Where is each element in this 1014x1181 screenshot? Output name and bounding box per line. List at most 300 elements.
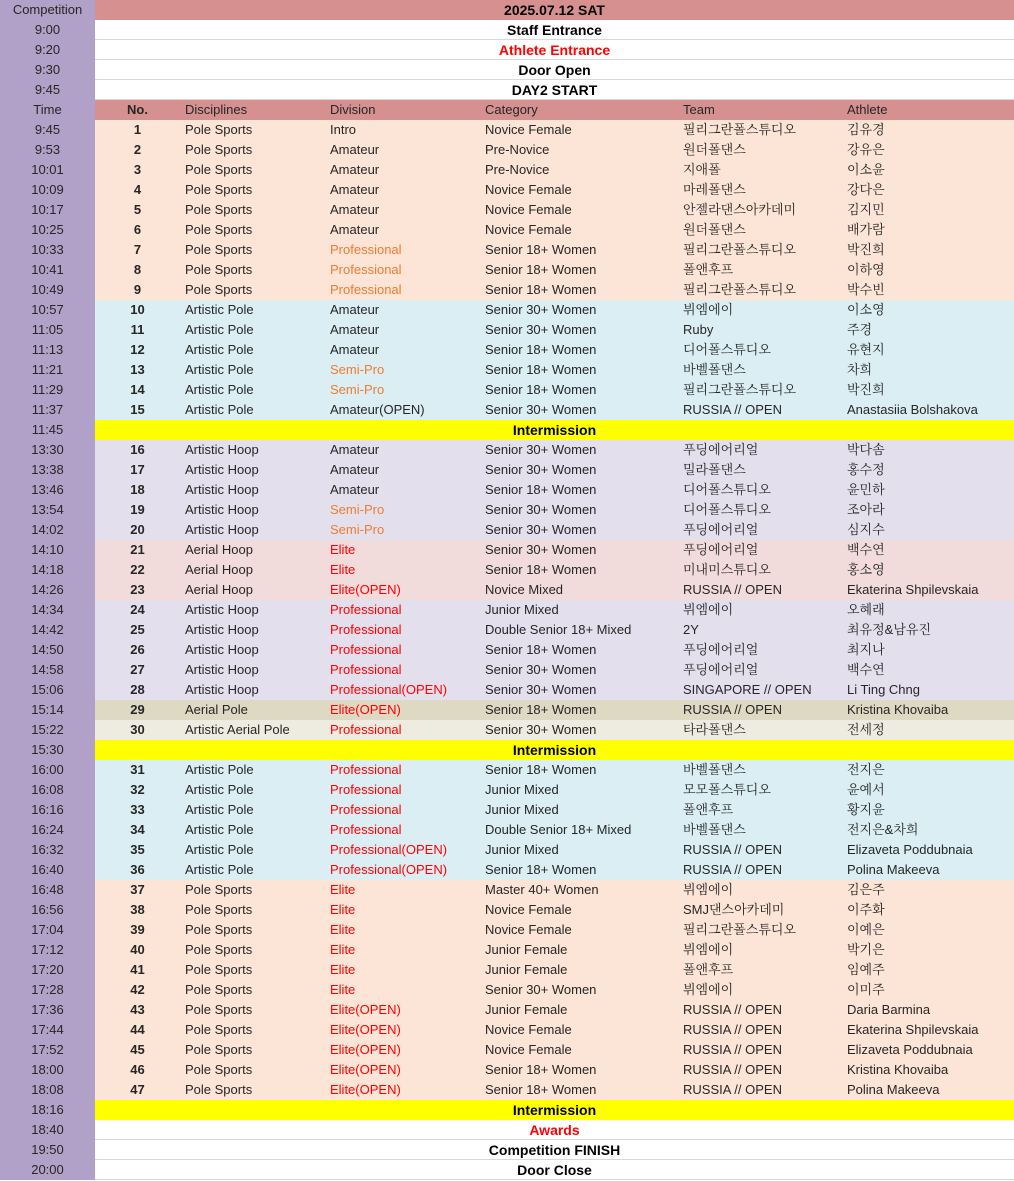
- cell-team[interactable]: 뷔엠에이: [678, 980, 842, 1000]
- cell-no[interactable]: 25: [95, 620, 180, 640]
- cell-athlete[interactable]: 윤예서: [842, 780, 1014, 800]
- cell-team[interactable]: RUSSIA // OPEN: [678, 1060, 842, 1080]
- cell-no[interactable]: 37: [95, 880, 180, 900]
- cell-event-label[interactable]: Door Open: [95, 60, 1014, 80]
- cell-category[interactable]: Senior 30+ Women: [480, 500, 678, 520]
- cell-time[interactable]: 9:45: [0, 80, 95, 100]
- cell-athlete[interactable]: Anastasiia Bolshakova: [842, 400, 1014, 420]
- cell-discipline[interactable]: Pole Sports: [180, 1040, 325, 1060]
- cell-time[interactable]: 16:24: [0, 820, 95, 840]
- cell-category[interactable]: Novice Female: [480, 220, 678, 240]
- cell-team[interactable]: 푸딩에어리얼: [678, 440, 842, 460]
- cell-team[interactable]: 필리그란폴스튜디오: [678, 240, 842, 260]
- cell-category[interactable]: Novice Female: [480, 120, 678, 140]
- cell-no[interactable]: 32: [95, 780, 180, 800]
- cell-category[interactable]: Junior Mixed: [480, 840, 678, 860]
- cell-discipline[interactable]: Pole Sports: [180, 260, 325, 280]
- cell-athlete[interactable]: 박진희: [842, 380, 1014, 400]
- cell-athlete[interactable]: Kristina Khovaiba: [842, 1060, 1014, 1080]
- cell-discipline[interactable]: Pole Sports: [180, 140, 325, 160]
- cell-no[interactable]: 33: [95, 800, 180, 820]
- cell-no[interactable]: 18: [95, 480, 180, 500]
- cell-time[interactable]: 16:00: [0, 760, 95, 780]
- cell-time[interactable]: 18:16: [0, 1100, 95, 1120]
- cell-category[interactable]: Senior 30+ Women: [480, 400, 678, 420]
- cell-division[interactable]: Professional(OPEN): [325, 840, 480, 860]
- cell-team[interactable]: RUSSIA // OPEN: [678, 580, 842, 600]
- cell-time[interactable]: 10:17: [0, 200, 95, 220]
- cell-team[interactable]: 폴앤후프: [678, 960, 842, 980]
- cell-discipline[interactable]: Artistic Pole: [180, 400, 325, 420]
- cell-time[interactable]: 9:30: [0, 60, 95, 80]
- cell-no[interactable]: 44: [95, 1020, 180, 1040]
- cell-time[interactable]: 10:33: [0, 240, 95, 260]
- cell-discipline[interactable]: Artistic Pole: [180, 800, 325, 820]
- cell-discipline[interactable]: Aerial Hoop: [180, 560, 325, 580]
- cell-division[interactable]: Professional: [325, 640, 480, 660]
- cell-team[interactable]: 2Y: [678, 620, 842, 640]
- cell-category[interactable]: Senior 30+ Women: [480, 440, 678, 460]
- cell-athlete[interactable]: Daria Barmina: [842, 1000, 1014, 1020]
- cell-team[interactable]: 원더폴댄스: [678, 140, 842, 160]
- cell-division[interactable]: Professional: [325, 260, 480, 280]
- cell-team[interactable]: 미내미스튜디오: [678, 560, 842, 580]
- cell-time[interactable]: 11:21: [0, 360, 95, 380]
- cell-division[interactable]: Elite: [325, 560, 480, 580]
- cell-discipline[interactable]: Artistic Pole: [180, 300, 325, 320]
- cell-discipline[interactable]: Artistic Hoop: [180, 640, 325, 660]
- cell-no[interactable]: 23: [95, 580, 180, 600]
- cell-team[interactable]: 바벨폴댄스: [678, 820, 842, 840]
- cell-division[interactable]: Semi-Pro: [325, 380, 480, 400]
- cell-discipline[interactable]: Artistic Pole: [180, 860, 325, 880]
- cell-team[interactable]: 모모폴스튜디오: [678, 780, 842, 800]
- cell-team[interactable]: 원더폴댄스: [678, 220, 842, 240]
- header-disciplines[interactable]: Disciplines: [180, 100, 325, 120]
- cell-athlete[interactable]: 황지윤: [842, 800, 1014, 820]
- cell-time[interactable]: 19:50: [0, 1140, 95, 1160]
- cell-athlete[interactable]: 임예주: [842, 960, 1014, 980]
- cell-time[interactable]: 9:00: [0, 20, 95, 40]
- cell-athlete[interactable]: Elizaveta Poddubnaia: [842, 840, 1014, 860]
- cell-category[interactable]: Senior 30+ Women: [480, 540, 678, 560]
- cell-time[interactable]: 17:20: [0, 960, 95, 980]
- cell-no[interactable]: 11: [95, 320, 180, 340]
- cell-division[interactable]: Elite: [325, 980, 480, 1000]
- cell-discipline[interactable]: Pole Sports: [180, 240, 325, 260]
- cell-discipline[interactable]: Artistic Pole: [180, 340, 325, 360]
- cell-team[interactable]: SMJ댄스아카데미: [678, 900, 842, 920]
- cell-division[interactable]: Amateur: [325, 220, 480, 240]
- cell-time[interactable]: 14:58: [0, 660, 95, 680]
- cell-division[interactable]: Amateur: [325, 140, 480, 160]
- cell-athlete[interactable]: 조아라: [842, 500, 1014, 520]
- cell-athlete[interactable]: 유현지: [842, 340, 1014, 360]
- cell-discipline[interactable]: Artistic Pole: [180, 760, 325, 780]
- cell-division[interactable]: Amateur: [325, 480, 480, 500]
- cell-event-label[interactable]: DAY2 START: [95, 80, 1014, 100]
- cell-no[interactable]: 39: [95, 920, 180, 940]
- cell-no[interactable]: 2: [95, 140, 180, 160]
- cell-time[interactable]: 17:12: [0, 940, 95, 960]
- cell-discipline[interactable]: Artistic Hoop: [180, 620, 325, 640]
- cell-discipline[interactable]: Pole Sports: [180, 160, 325, 180]
- cell-event-label[interactable]: Competition FINISH: [95, 1140, 1014, 1160]
- cell-team[interactable]: RUSSIA // OPEN: [678, 1020, 842, 1040]
- cell-athlete[interactable]: 박수빈: [842, 280, 1014, 300]
- cell-time[interactable]: 10:41: [0, 260, 95, 280]
- cell-discipline[interactable]: Aerial Pole: [180, 700, 325, 720]
- cell-team[interactable]: 필리그란폴스튜디오: [678, 920, 842, 940]
- cell-category[interactable]: Novice Female: [480, 1020, 678, 1040]
- cell-time[interactable]: 14:02: [0, 520, 95, 540]
- cell-division[interactable]: Professional: [325, 240, 480, 260]
- cell-discipline[interactable]: Pole Sports: [180, 940, 325, 960]
- cell-division[interactable]: Professional: [325, 280, 480, 300]
- cell-team[interactable]: RUSSIA // OPEN: [678, 840, 842, 860]
- cell-category[interactable]: Senior 30+ Women: [480, 720, 678, 740]
- cell-time[interactable]: 13:54: [0, 500, 95, 520]
- cell-time[interactable]: 17:36: [0, 1000, 95, 1020]
- cell-category[interactable]: Pre-Novice: [480, 160, 678, 180]
- cell-team[interactable]: 안젤라댄스아카데미: [678, 200, 842, 220]
- cell-team[interactable]: 폴앤후프: [678, 260, 842, 280]
- cell-athlete[interactable]: 이주화: [842, 900, 1014, 920]
- cell-no[interactable]: 3: [95, 160, 180, 180]
- cell-category[interactable]: Senior 30+ Women: [480, 520, 678, 540]
- cell-athlete[interactable]: 배가람: [842, 220, 1014, 240]
- cell-category[interactable]: Junior Female: [480, 960, 678, 980]
- cell-division[interactable]: Amateur: [325, 200, 480, 220]
- cell-division[interactable]: Semi-Pro: [325, 360, 480, 380]
- cell-discipline[interactable]: Artistic Pole: [180, 780, 325, 800]
- cell-division[interactable]: Elite: [325, 880, 480, 900]
- cell-time[interactable]: 14:34: [0, 600, 95, 620]
- cell-no[interactable]: 34: [95, 820, 180, 840]
- cell-division[interactable]: Elite(OPEN): [325, 580, 480, 600]
- cell-athlete[interactable]: 박다솜: [842, 440, 1014, 460]
- cell-category[interactable]: Junior Mixed: [480, 800, 678, 820]
- cell-team[interactable]: 푸딩에어리얼: [678, 640, 842, 660]
- cell-team[interactable]: Ruby: [678, 320, 842, 340]
- cell-discipline[interactable]: Aerial Hoop: [180, 580, 325, 600]
- cell-team[interactable]: RUSSIA // OPEN: [678, 1040, 842, 1060]
- cell-time[interactable]: 11:45: [0, 420, 95, 440]
- cell-discipline[interactable]: Artistic Hoop: [180, 660, 325, 680]
- cell-category[interactable]: Novice Female: [480, 200, 678, 220]
- cell-time[interactable]: 15:14: [0, 700, 95, 720]
- cell-time[interactable]: 20:00: [0, 1160, 95, 1180]
- cell-athlete[interactable]: 이미주: [842, 980, 1014, 1000]
- cell-time[interactable]: 11:05: [0, 320, 95, 340]
- cell-time[interactable]: 14:18: [0, 560, 95, 580]
- cell-category[interactable]: Pre-Novice: [480, 140, 678, 160]
- cell-discipline[interactable]: Artistic Pole: [180, 820, 325, 840]
- cell-category[interactable]: Novice Mixed: [480, 580, 678, 600]
- cell-time[interactable]: 10:25: [0, 220, 95, 240]
- cell-athlete[interactable]: Li Ting Chng: [842, 680, 1014, 700]
- cell-discipline[interactable]: Artistic Aerial Pole: [180, 720, 325, 740]
- cell-division[interactable]: Amateur: [325, 320, 480, 340]
- cell-team[interactable]: 디어폴스튜디오: [678, 500, 842, 520]
- cell-event-label[interactable]: Awards: [95, 1120, 1014, 1140]
- cell-team[interactable]: SINGAPORE // OPEN: [678, 680, 842, 700]
- cell-category[interactable]: Novice Female: [480, 1040, 678, 1060]
- cell-time[interactable]: 16:56: [0, 900, 95, 920]
- cell-category[interactable]: Senior 18+ Women: [480, 760, 678, 780]
- cell-category[interactable]: Junior Mixed: [480, 600, 678, 620]
- cell-no[interactable]: 15: [95, 400, 180, 420]
- header-division[interactable]: Division: [325, 100, 480, 120]
- cell-athlete[interactable]: 주경: [842, 320, 1014, 340]
- cell-athlete[interactable]: 백수연: [842, 540, 1014, 560]
- cell-time[interactable]: 17:52: [0, 1040, 95, 1060]
- cell-team[interactable]: RUSSIA // OPEN: [678, 1000, 842, 1020]
- cell-no[interactable]: 41: [95, 960, 180, 980]
- cell-division[interactable]: Semi-Pro: [325, 500, 480, 520]
- cell-no[interactable]: 13: [95, 360, 180, 380]
- cell-category[interactable]: Senior 18+ Women: [480, 340, 678, 360]
- cell-discipline[interactable]: Pole Sports: [180, 180, 325, 200]
- cell-division[interactable]: Professional(OPEN): [325, 860, 480, 880]
- cell-category[interactable]: Master 40+ Women: [480, 880, 678, 900]
- header-category[interactable]: Category: [480, 100, 678, 120]
- cell-team[interactable]: 뷔엠에이: [678, 300, 842, 320]
- cell-no[interactable]: 42: [95, 980, 180, 1000]
- cell-category[interactable]: Senior 30+ Women: [480, 680, 678, 700]
- cell-category[interactable]: Senior 18+ Women: [480, 560, 678, 580]
- cell-category[interactable]: Senior 30+ Women: [480, 320, 678, 340]
- cell-athlete[interactable]: 백수연: [842, 660, 1014, 680]
- cell-time[interactable]: 9:45: [0, 120, 95, 140]
- cell-category[interactable]: Senior 18+ Women: [480, 1060, 678, 1080]
- header-athlete[interactable]: Athlete: [842, 100, 1014, 120]
- cell-time[interactable]: 15:06: [0, 680, 95, 700]
- cell-division[interactable]: Amateur: [325, 160, 480, 180]
- cell-no[interactable]: 9: [95, 280, 180, 300]
- cell-discipline[interactable]: Artistic Pole: [180, 380, 325, 400]
- cell-athlete[interactable]: Polina Makeeva: [842, 860, 1014, 880]
- cell-no[interactable]: 6: [95, 220, 180, 240]
- cell-category[interactable]: Senior 18+ Women: [480, 1080, 678, 1100]
- cell-athlete[interactable]: 홍수정: [842, 460, 1014, 480]
- cell-discipline[interactable]: Aerial Hoop: [180, 540, 325, 560]
- cell-division[interactable]: Professional: [325, 820, 480, 840]
- cell-athlete[interactable]: Elizaveta Poddubnaia: [842, 1040, 1014, 1060]
- cell-no[interactable]: 1: [95, 120, 180, 140]
- cell-team[interactable]: 필리그란폴스튜디오: [678, 280, 842, 300]
- cell-time[interactable]: 16:48: [0, 880, 95, 900]
- cell-discipline[interactable]: Pole Sports: [180, 900, 325, 920]
- cell-athlete[interactable]: 강유은: [842, 140, 1014, 160]
- cell-category[interactable]: Senior 18+ Women: [480, 240, 678, 260]
- cell-team[interactable]: 바벨폴댄스: [678, 360, 842, 380]
- cell-division[interactable]: Elite: [325, 940, 480, 960]
- cell-no[interactable]: 36: [95, 860, 180, 880]
- cell-no[interactable]: 27: [95, 660, 180, 680]
- cell-division[interactable]: Professional: [325, 800, 480, 820]
- cell-team[interactable]: RUSSIA // OPEN: [678, 700, 842, 720]
- header-time[interactable]: Time: [0, 100, 95, 120]
- cell-athlete[interactable]: 이소영: [842, 300, 1014, 320]
- cell-division[interactable]: Amateur: [325, 440, 480, 460]
- cell-time[interactable]: 17:44: [0, 1020, 95, 1040]
- cell-no[interactable]: 14: [95, 380, 180, 400]
- cell-time[interactable]: 16:40: [0, 860, 95, 880]
- cell-category[interactable]: Novice Female: [480, 180, 678, 200]
- cell-no[interactable]: 29: [95, 700, 180, 720]
- cell-athlete[interactable]: 오혜래: [842, 600, 1014, 620]
- cell-discipline[interactable]: Artistic Pole: [180, 840, 325, 860]
- cell-athlete[interactable]: Polina Makeeva: [842, 1080, 1014, 1100]
- cell-division[interactable]: Professional: [325, 720, 480, 740]
- cell-division[interactable]: Elite(OPEN): [325, 1060, 480, 1080]
- cell-category[interactable]: Double Senior 18+ Mixed: [480, 820, 678, 840]
- cell-category[interactable]: Senior 18+ Women: [480, 700, 678, 720]
- cell-time[interactable]: 18:08: [0, 1080, 95, 1100]
- cell-discipline[interactable]: Pole Sports: [180, 280, 325, 300]
- cell-event-label[interactable]: Staff Entrance: [95, 20, 1014, 40]
- cell-team[interactable]: RUSSIA // OPEN: [678, 400, 842, 420]
- cell-division[interactable]: Elite: [325, 540, 480, 560]
- cell-division[interactable]: Elite: [325, 920, 480, 940]
- cell-athlete[interactable]: 최지나: [842, 640, 1014, 660]
- cell-time[interactable]: 17:04: [0, 920, 95, 940]
- cell-no[interactable]: 19: [95, 500, 180, 520]
- cell-no[interactable]: 26: [95, 640, 180, 660]
- cell-athlete[interactable]: 홍소영: [842, 560, 1014, 580]
- cell-athlete[interactable]: Kristina Khovaiba: [842, 700, 1014, 720]
- cell-time[interactable]: 16:32: [0, 840, 95, 860]
- cell-division[interactable]: Intro: [325, 120, 480, 140]
- cell-division[interactable]: Elite(OPEN): [325, 1080, 480, 1100]
- cell-team[interactable]: 지애폴: [678, 160, 842, 180]
- cell-time[interactable]: 14:10: [0, 540, 95, 560]
- cell-division[interactable]: Elite(OPEN): [325, 1040, 480, 1060]
- cell-division[interactable]: Elite(OPEN): [325, 1000, 480, 1020]
- cell-category[interactable]: Novice Female: [480, 900, 678, 920]
- cell-category[interactable]: Senior 30+ Women: [480, 300, 678, 320]
- cell-athlete[interactable]: 심지수: [842, 520, 1014, 540]
- cell-athlete[interactable]: 박기은: [842, 940, 1014, 960]
- cell-discipline[interactable]: Artistic Hoop: [180, 460, 325, 480]
- cell-division[interactable]: Amateur: [325, 340, 480, 360]
- cell-athlete[interactable]: 전지은&차희: [842, 820, 1014, 840]
- cell-no[interactable]: 43: [95, 1000, 180, 1020]
- cell-team[interactable]: RUSSIA // OPEN: [678, 860, 842, 880]
- cell-time[interactable]: 14:50: [0, 640, 95, 660]
- cell-athlete[interactable]: 전세정: [842, 720, 1014, 740]
- cell-athlete[interactable]: 전지은: [842, 760, 1014, 780]
- cell-no[interactable]: 38: [95, 900, 180, 920]
- cell-discipline[interactable]: Pole Sports: [180, 920, 325, 940]
- cell-athlete[interactable]: 이소윤: [842, 160, 1014, 180]
- cell-division[interactable]: Professional: [325, 780, 480, 800]
- cell-discipline[interactable]: Artistic Hoop: [180, 440, 325, 460]
- cell-category[interactable]: Novice Female: [480, 920, 678, 940]
- header-no[interactable]: No.: [95, 100, 180, 120]
- cell-no[interactable]: 16: [95, 440, 180, 460]
- cell-division[interactable]: Amateur: [325, 300, 480, 320]
- cell-time[interactable]: 13:46: [0, 480, 95, 500]
- cell-no[interactable]: 31: [95, 760, 180, 780]
- cell-division[interactable]: Elite(OPEN): [325, 1020, 480, 1040]
- cell-no[interactable]: 46: [95, 1060, 180, 1080]
- cell-division[interactable]: Professional: [325, 620, 480, 640]
- cell-discipline[interactable]: Artistic Hoop: [180, 520, 325, 540]
- cell-discipline[interactable]: Artistic Hoop: [180, 480, 325, 500]
- cell-team[interactable]: 디어폴스튜디오: [678, 340, 842, 360]
- cell-team[interactable]: 푸딩에어리얼: [678, 520, 842, 540]
- cell-category[interactable]: Senior 18+ Women: [480, 280, 678, 300]
- cell-discipline[interactable]: Pole Sports: [180, 960, 325, 980]
- cell-athlete[interactable]: 윤민하: [842, 480, 1014, 500]
- cell-time[interactable]: 10:01: [0, 160, 95, 180]
- cell-discipline[interactable]: Pole Sports: [180, 1020, 325, 1040]
- cell-no[interactable]: 8: [95, 260, 180, 280]
- cell-no[interactable]: 22: [95, 560, 180, 580]
- cell-time[interactable]: 10:57: [0, 300, 95, 320]
- cell-discipline[interactable]: Pole Sports: [180, 1000, 325, 1020]
- cell-event-label[interactable]: Intermission: [95, 740, 1014, 760]
- cell-time[interactable]: 10:09: [0, 180, 95, 200]
- cell-no[interactable]: 28: [95, 680, 180, 700]
- cell-team[interactable]: 푸딩에어리얼: [678, 540, 842, 560]
- cell-division[interactable]: Elite: [325, 900, 480, 920]
- cell-division[interactable]: Amateur: [325, 180, 480, 200]
- cell-category[interactable]: Junior Mixed: [480, 780, 678, 800]
- cell-athlete[interactable]: 박진희: [842, 240, 1014, 260]
- cell-category[interactable]: Senior 18+ Women: [480, 360, 678, 380]
- cell-category[interactable]: Senior 18+ Women: [480, 860, 678, 880]
- cell-athlete[interactable]: 이예은: [842, 920, 1014, 940]
- cell-team[interactable]: 디어폴스튜디오: [678, 480, 842, 500]
- cell-discipline[interactable]: Artistic Hoop: [180, 500, 325, 520]
- cell-time[interactable]: 16:08: [0, 780, 95, 800]
- cell-team[interactable]: 바벨폴댄스: [678, 760, 842, 780]
- cell-discipline[interactable]: Pole Sports: [180, 1080, 325, 1100]
- cell-no[interactable]: 7: [95, 240, 180, 260]
- cell-no[interactable]: 17: [95, 460, 180, 480]
- cell-team[interactable]: 푸딩에어리얼: [678, 660, 842, 680]
- cell-no[interactable]: 20: [95, 520, 180, 540]
- cell-discipline[interactable]: Pole Sports: [180, 120, 325, 140]
- cell-time[interactable]: 9:20: [0, 40, 95, 60]
- cell-no[interactable]: 47: [95, 1080, 180, 1100]
- cell-no[interactable]: 10: [95, 300, 180, 320]
- cell-discipline[interactable]: Artistic Hoop: [180, 600, 325, 620]
- cell-time[interactable]: 13:38: [0, 460, 95, 480]
- cell-discipline[interactable]: Pole Sports: [180, 1060, 325, 1080]
- cell-team[interactable]: 필리그란폴스튜디오: [678, 380, 842, 400]
- cell-time[interactable]: 16:16: [0, 800, 95, 820]
- cell-discipline[interactable]: Artistic Hoop: [180, 680, 325, 700]
- cell-discipline[interactable]: Artistic Pole: [180, 360, 325, 380]
- cell-event-label[interactable]: Door Close: [95, 1160, 1014, 1180]
- cell-athlete[interactable]: 강다은: [842, 180, 1014, 200]
- cell-athlete[interactable]: 김지민: [842, 200, 1014, 220]
- cell-team[interactable]: 뷔엠에이: [678, 600, 842, 620]
- cell-time[interactable]: 15:30: [0, 740, 95, 760]
- cell-no[interactable]: 12: [95, 340, 180, 360]
- cell-category[interactable]: Double Senior 18+ Mixed: [480, 620, 678, 640]
- cell-division[interactable]: Semi-Pro: [325, 520, 480, 540]
- cell-category[interactable]: Senior 30+ Women: [480, 980, 678, 1000]
- cell-event-label[interactable]: Intermission: [95, 1100, 1014, 1120]
- cell-team[interactable]: 타라폴댄스: [678, 720, 842, 740]
- cell-team[interactable]: 필리그란폴스튜디오: [678, 120, 842, 140]
- cell-team[interactable]: RUSSIA // OPEN: [678, 1080, 842, 1100]
